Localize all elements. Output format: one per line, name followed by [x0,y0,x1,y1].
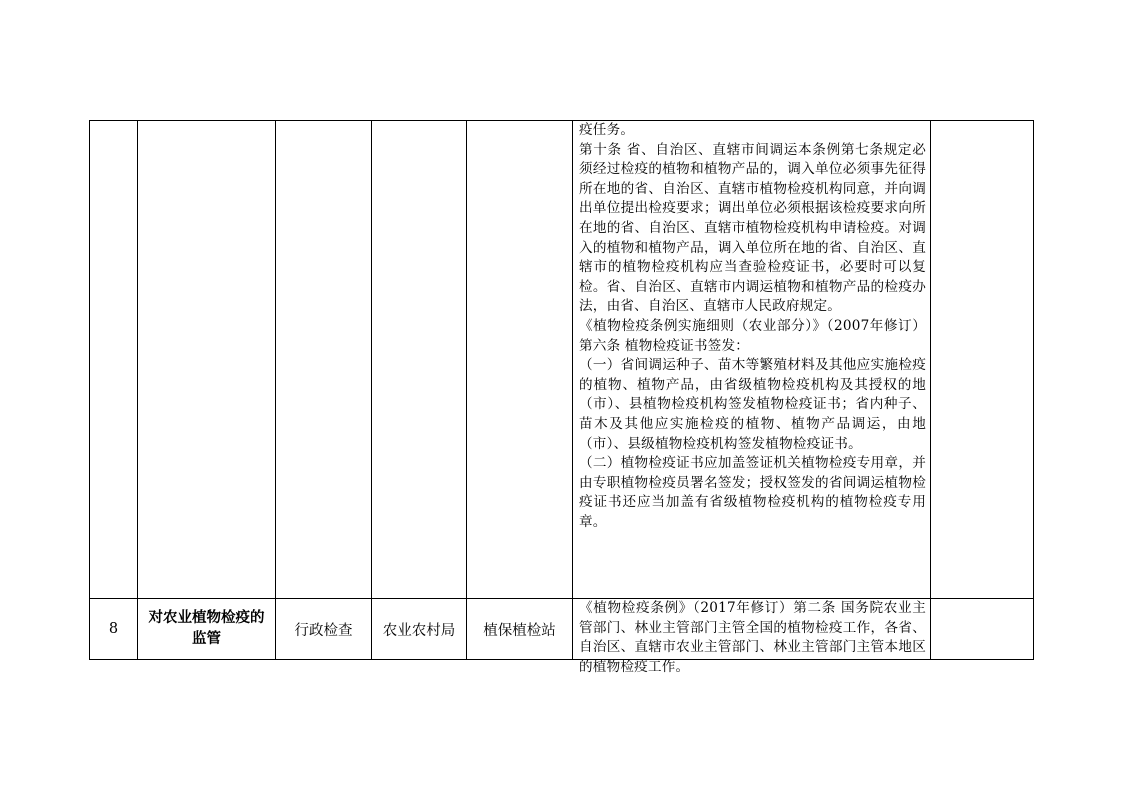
item-name-cell [138,599,276,660]
table-row-8 [90,599,1034,660]
number-cell [90,121,138,599]
basis-paragraph: 疫任务。 [579,122,635,138]
department-cell [372,121,467,599]
department: 农业农村局 [372,599,467,660]
enforcement-items-table [89,120,1034,675]
category-cell [276,121,372,599]
legal-basis-cell [573,121,931,599]
basis-paragraph: （二）植物检疫证书应加盖签证机关植物检疫专用章，并由专职植物检疫员署名签发；授权签发的省间调运植物检疫证书还应当加盖有省级植物检疫机构的植物检疫专用章。 [579,455,926,530]
basis-paragraph: 第十条 省、自治区、直辖市间调运本条例第七条规定必须经过检疫的植物和植物产品的，调入单位必须事先征得所在地的省、自治区、直辖市植物检疫机构同意，并向调出单位提出检疫要求；调出单位必须根据该检疫要求向所在地的省、自治区、直辖市植物检疫机构申请检疫。对调入的植物和植物产品，调入单位所在地的省、自治区、直辖市的植物检疫机构应当查验检疫证书，必要时可以复检。省、自治区、直辖市内调运植物和植物产品的检疫办法，由省、自治区、直辖市人民政府规定。 [579,141,926,315]
unit-cell [467,121,573,599]
remarks-cell [931,599,1034,660]
basis-text-clip [579,599,926,675]
basis-paragraph: 《植物检疫条例实施细则（农业部分）》（2007年修订）第六条 植物检疫证书签发： [579,317,926,354]
basis-paragraph: （一）省间调运种子、苗木等繁殖材料及其他应实施检疫的植物、植物产品，由省级植物检疫机构及其授权的地（市）、县植物检疫机构签发植物检疫证书；省内种子、苗木及其他应实施检疫的植物、植物产品调运，由地（市）、县级植物检疫机构签发植物检疫证书。 [579,357,926,452]
item-name-cell [138,121,276,599]
table-row-continuation [90,121,1034,599]
category: 行政检查 [276,599,372,660]
unit: 植保植检站 [467,599,573,660]
remarks-cell [931,121,1034,599]
item-name: 对农业植物检疫的监管 [148,610,265,647]
basis-paragraph: 《植物检疫条例》（2017年修订）第二条 国务院农业主管部门、林业主管部门主管全国的植物检疫工作，各省、自治区、直辖市农业主管部门、林业主管部门主管本地区的植物检疫工作。 [579,600,926,675]
legal-basis-cell [573,599,931,675]
row-number: 8 [90,599,138,660]
